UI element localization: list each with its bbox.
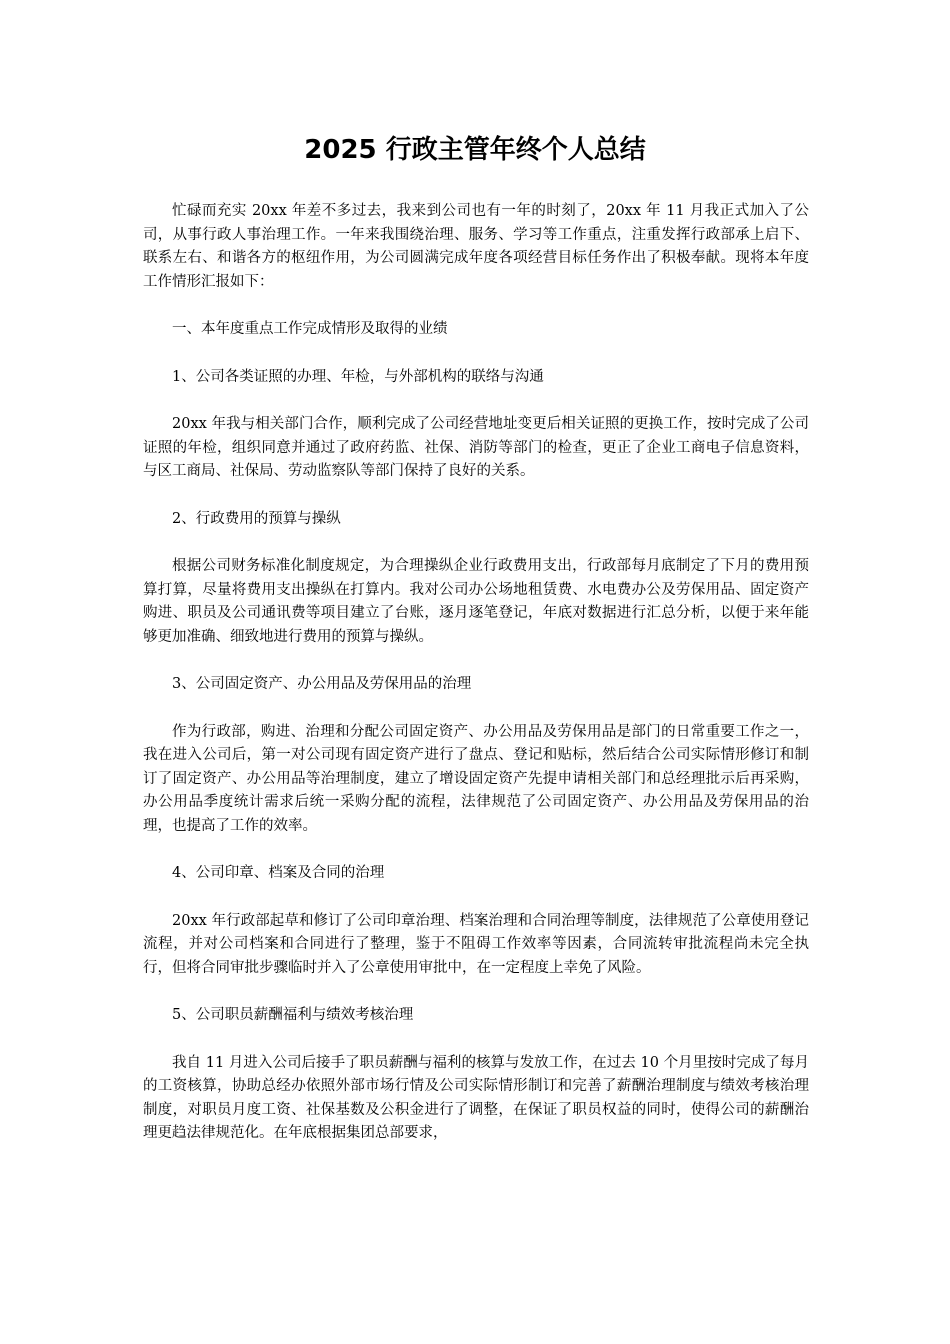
paragraph-budget: 根据公司财务标准化制度规定，为合理操纵企业行政费用支出，行政部每月底制定了下月的费用预算打算，尽量将费用支出操纵在打算内。我对公司办公场地租赁费、水电费办公及劳保用品、固定资产购进、职员及公司通讯费等项目建立了台账，逐月逐笔登记，年底对数据进行汇总分析，以便于来年能够更加准确、细致地进行费用的预算与操纵。 (143, 558, 809, 645)
subheading-assets: 3、公司固定资产、办公用品及劳保用品的治理 (172, 676, 472, 692)
document-title: 2025 行政主管年终个人总结 (304, 135, 646, 165)
subheading-budget: 2、行政费用的预算与操纵 (172, 510, 341, 527)
subheading-licenses: 1、公司各类证照的办理、年检，与外部机构的联络与沟通 (172, 368, 544, 385)
paragraph-compensation: 我自 11 月进入公司后接手了职员薪酬与福利的核算与发放工作，在过去 10 个月里按时完成了每月的工资核算，协助总经办依照外部市场行情及公司实际情形制订和完善了薪酬治理制度与绩效考核治理制度，对职员月度工资、社保基数及公积金进行了调整，在保证了职员权益的同时，使得公司的薪酬治理更趋法律规范化。在年底根据集团总部要求， (143, 1054, 809, 1141)
subheading-compensation: 5、公司职员薪酬福利与绩效考核治理 (172, 1007, 414, 1023)
section-heading-achievements: 一、本年度重点工作完成情形及取得的业绩 (172, 321, 448, 337)
document-body (143, 200, 809, 1170)
paragraph-licenses: 20xx 年我与相关部门合作，顺利完成了公司经营地址变更后相关证照的更换工作，按时完成了公司证照的年检，组织同意并通过了政府药监、社保、消防等部门的检查，更正了企业工商电子信息资料，与区工商局、社保局、劳动监察队等部门保持了良好的关系。 (143, 416, 809, 479)
paragraph-assets: 作为行政部，购进、治理和分配公司固定资产、办公用品及劳保用品是部门的日常重要工作之一，我在进入公司后，第一对公司现有固定资产进行了盘点、登记和贴标，然后结合公司实际情形修订和制订了固定资产、办公用品等治理制度，建立了增设固定资产先提申请相关部门和总经理批示后再采购，办公用品季度统计需求后统一采购分配的流程，法律规范了公司固定资产、办公用品及劳保用品的治理，也提高了工作的效率。 (143, 723, 809, 834)
subheading-seals-archives: 4、公司印章、档案及合同的治理 (172, 865, 385, 881)
intro-paragraph: 忙碌而充实 20xx 年差不多过去，我来到公司也有一年的时刻了，20xx 年 11 月我正式加入了公司，从事行政人事治理工作。一年来我围绕治理、服务、学习等工作重点，注重发挥行政部承上启下、联系左右、和谐各方的枢纽作用，为公司圆满完成年度各项经营目标任务作出了积极奉献。现将本年度工作情形汇报如下： (143, 203, 809, 290)
paragraph-seals-archives: 20xx 年行政部起草和修订了公司印章治理、档案治理和合同治理等制度，法律规范了公章使用登记流程，并对公司档案和合同进行了整理，鉴于不阻碍工作效率等因素，合同流转审批流程尚未完全执行，但将合同审批步骤临时并入了公章使用审批中，在一定程度上幸免了风险。 (143, 912, 809, 976)
